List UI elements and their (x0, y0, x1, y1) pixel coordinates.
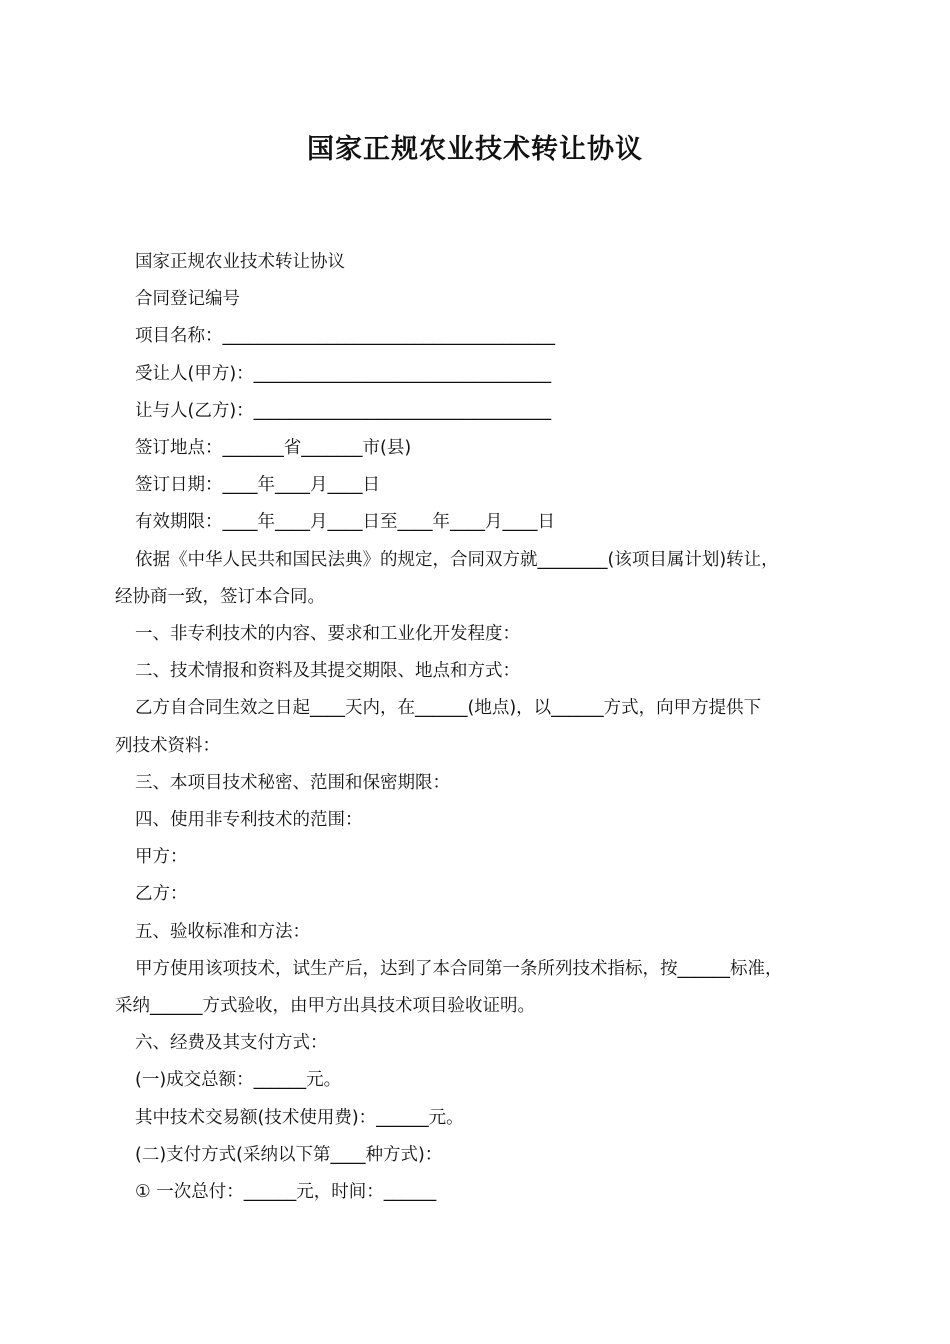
assignor-field: 让与人(乙方)：__________________________________ (135, 400, 552, 421)
section-2-paragraph: 乙方自合同生效之日起____天内，在______(地点)，以______方式，向甲方提供下 (135, 698, 762, 719)
lump-sum-payment-field: ① 一次总付：______元，时间：______ (135, 1182, 437, 1203)
contract-registration-number: 合同登记编号 (135, 289, 240, 310)
section-2-paragraph-continued: 列技术资料： (115, 735, 220, 756)
validity-period-field: 有效期限：____年____月____日至____年____月____日 (135, 512, 555, 533)
total-amount-field: (一)成交总额：______元。 (135, 1070, 342, 1091)
document-body (115, 244, 850, 1211)
section-2-heading: 二、技术情报和资料及其提交期限、地点和方式： (135, 661, 520, 682)
signing-place-field: 签订地点：_______省_______市(县) (135, 438, 412, 459)
party-a-scope: 甲方： (135, 847, 188, 868)
project-name-field: 项目名称：______________________________________ (135, 326, 555, 347)
preamble-paragraph-continued: 经协商一致，签订本合同。 (115, 586, 325, 607)
section-5-paragraph-continued: 采纳______方式验收，由甲方出具技术项目验收证明。 (115, 996, 535, 1017)
paragraph-heading: 国家正规农业技术转让协议 (135, 252, 345, 272)
section-1-heading: 一、非专利技术的内容、要求和工业化开发程度： (135, 624, 520, 645)
technology-fee-field: 其中技术交易额(技术使用费)：______元。 (135, 1107, 464, 1128)
signing-date-field: 签订日期：____年____月____日 (135, 475, 380, 496)
section-4-heading: 四、使用非专利技术的范围： (135, 810, 363, 831)
section-3-heading: 三、本项目技术秘密、范围和保密期限： (135, 772, 450, 793)
assignee-field: 受让人(甲方)：__________________________________ (135, 363, 552, 384)
section-5-paragraph: 甲方使用该项技术，试生产后，达到了本合同第一条所列技术指标，按______标准， (135, 958, 783, 979)
document-title: 国家正规农业技术转让协议 (307, 134, 643, 165)
preamble-paragraph: 依据《中华人民共和国民法典》的规定，合同双方就________(该项目属计划)转让， (135, 549, 779, 570)
section-6-heading: 六、经费及其支付方式： (135, 1033, 328, 1054)
payment-method-field: (二)支付方式(采纳以下第____种方式)： (135, 1144, 443, 1165)
section-5-heading: 五、验收标准和方法： (135, 921, 310, 942)
party-b-scope: 乙方： (135, 884, 188, 905)
